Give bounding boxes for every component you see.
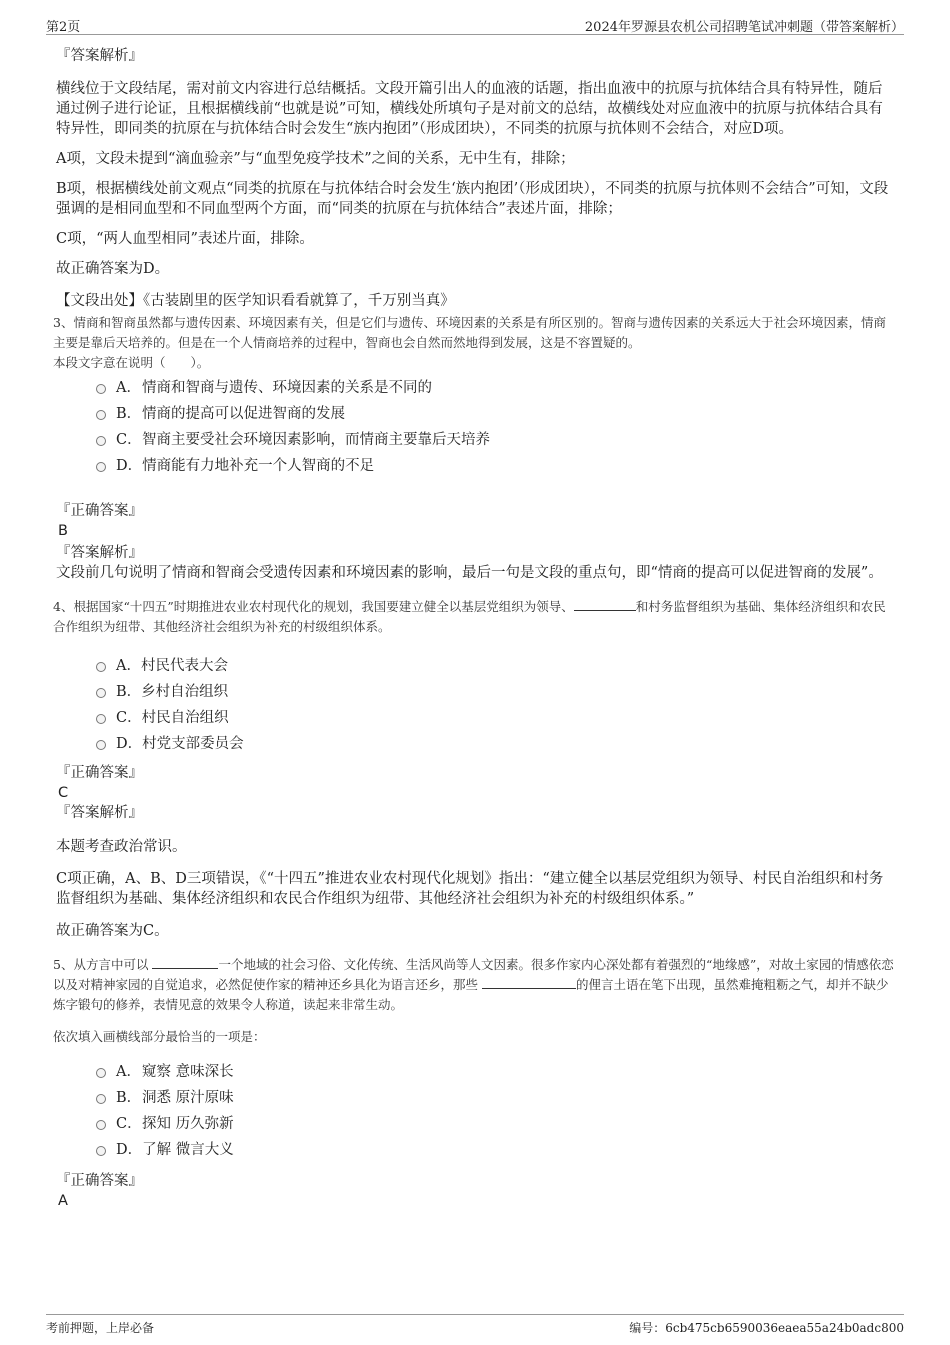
correct-answer: C [58,785,69,801]
option-c[interactable]: C．智商主要受社会环境因素影响，而情商主要靠后天培养 [96,427,894,453]
radio-icon[interactable] [96,1068,106,1078]
analysis-paragraph: 横线位于文段结尾，需对前文内容进行总结概括。文段开篇引出人的血液的话题，指出血液中的抗原与抗体结合具有特异性，随后通过例子进行论证，且根据横线前“也就是说”可知，横线处所填句子是对前文的总结，故横线处对应血液中的抗原与抗体结合具有特异性，即同类的抗原在与抗体结合时会发生“族内抱团”（形成团块），不同类的抗原与抗体则不会结合，对应D项。 [56,81,883,137]
analysis-paragraph: C项，“两人血型相同”表述片面，排除。 [56,231,314,247]
option-d[interactable]: D．情商能有力地补充一个人智商的不足 [96,453,894,479]
analysis-paragraph: 故正确答案为D。 [56,261,170,277]
question-prompt: 依次填入画横线部分最恰当的一项是： [53,1029,266,1044]
page-number: 第2页 [46,20,81,35]
correct-answer: A [58,1193,68,1209]
question-stem: 3、情商和智商虽然都与遗传因素、环境因素有关，但是它们与遗传、环境因素的关系是有所区别的。智商与遗传因素的关系远大于社会环境因素，情商主要是靠后天培养的。但是在一个人情商培养的过程中，智商也会自然而然地得到发展，这是不容置疑的。 [53,315,886,350]
option-b[interactable]: B．情商的提高可以促进智商的发展 [96,401,894,427]
radio-icon[interactable] [96,714,106,724]
question-4 [53,597,894,941]
correct-answer-label: 『正确答案』 [56,1173,143,1189]
options-list [56,653,894,757]
option-b[interactable]: B．乡村自治组织 [96,679,894,705]
correct-answer-label: 『正确答案』 [56,765,143,781]
analysis-paragraph: B项，根据横线处前文观点“同类的抗原在与抗体结合时会发生‘族内抱团’（形成团块），不同类的抗原与抗体则不会结合”可知，文段强调的是相同血型和不同血型两个方面，而“同类的抗原在与抗体结合”表述片面，排除； [56,181,889,217]
option-c[interactable]: C．探知 历久弥新 [96,1111,894,1137]
analysis-paragraph: A项，文段未提到“滴血验亲”与“血型免疫学技术”之间的关系，无中生有，排除； [56,151,575,167]
analysis-paragraph: 文段前几句说明了情商和智商会受遗传因素和环境因素的影响，最后一句是文段的重点句，即“情商的提高可以促进智商的发展”。 [56,565,883,581]
radio-icon[interactable] [96,384,106,394]
footer-slogan: 考前押题，上岸必备 [46,1321,155,1335]
options-list [56,375,894,479]
analysis-label: 『答案解析』 [56,805,143,821]
radio-icon[interactable] [96,410,106,420]
radio-icon[interactable] [96,688,106,698]
analysis-paragraph: 故正确答案为C。 [56,923,169,939]
fill-blank [574,598,636,611]
fill-blank [152,956,218,969]
fill-blank [482,976,576,989]
analysis-paragraph: C项正确，A、B、D三项错误，《“十四五”推进农业农村现代化规划》指出：“建立健全以基层党组织为领导、村民自治组织和村务监督组织为基础、集体经济组织和农民合作组织为纽带、其他经济社会组织为补充的村级组织体系。” [56,871,884,907]
option-a[interactable]: A．窥察 意味深长 [96,1059,894,1085]
radio-icon[interactable] [96,740,106,750]
radio-icon[interactable] [96,662,106,672]
radio-icon[interactable] [96,1146,106,1156]
document-body [53,46,894,1211]
document-id: 编号：6cb475cb6590036eaea55a24b0adc800 [629,1321,904,1335]
options-list [56,1059,894,1163]
question-prompt: 本段文字意在说明（ ）。 [53,355,210,370]
question-3 [53,313,894,583]
analysis-label: 『答案解析』 [56,545,143,561]
question-5 [53,955,894,1211]
correct-answer: B [58,523,68,539]
radio-icon[interactable] [96,436,106,446]
option-a[interactable]: A．情商和智商与遗传、环境因素的关系是不同的 [96,375,894,401]
option-c[interactable]: C．村民自治组织 [96,705,894,731]
radio-icon[interactable] [96,1120,106,1130]
page-footer [46,1314,904,1335]
option-d[interactable]: D．了解 微言大义 [96,1137,894,1163]
correct-answer-label: 『正确答案』 [56,503,143,519]
option-d[interactable]: D．村党支部委员会 [96,731,894,757]
option-b[interactable]: B．洞悉 原汁原味 [96,1085,894,1111]
radio-icon[interactable] [96,462,106,472]
analysis-paragraph: 本题考查政治常识。 [56,839,187,855]
document-title: 2024年罗源县农机公司招聘笔试冲刺题（带答案解析） [584,20,904,35]
option-a[interactable]: A．村民代表大会 [96,653,894,679]
radio-icon[interactable] [96,1094,106,1104]
analysis-label: 『答案解析』 [56,48,143,64]
page-header [46,14,904,35]
question-stem: 4、根据国家“十四五”时期推进农业农村现代化的规划，我国要建立健全以基层党组织为领导、 和村务监督组织为基础、集体经济组织和农民合作组织为纽带、其他经济社会组织为补充的村级组织体系。 [53,599,886,634]
question-stem: 5、从方言中可以 一个地域的社会习俗、文化传统、生活风尚等人文因素。很多作家内心深处都有着强烈的“地缘感”，对故土家园的情感依恋以及对精神家园的自觉追求，必然促使作家的精神还乡具化为语言还乡，那些 的俚言土语在笔下出现，虽然难掩粗粝之气，却并不缺少炼字锻句的修养，表情见意的效果令人称道，读起来非常生动。 [53,957,894,1012]
source-citation: 【文段出处】《古装剧里的医学知识看看就算了，千万别当真》 [56,293,455,309]
